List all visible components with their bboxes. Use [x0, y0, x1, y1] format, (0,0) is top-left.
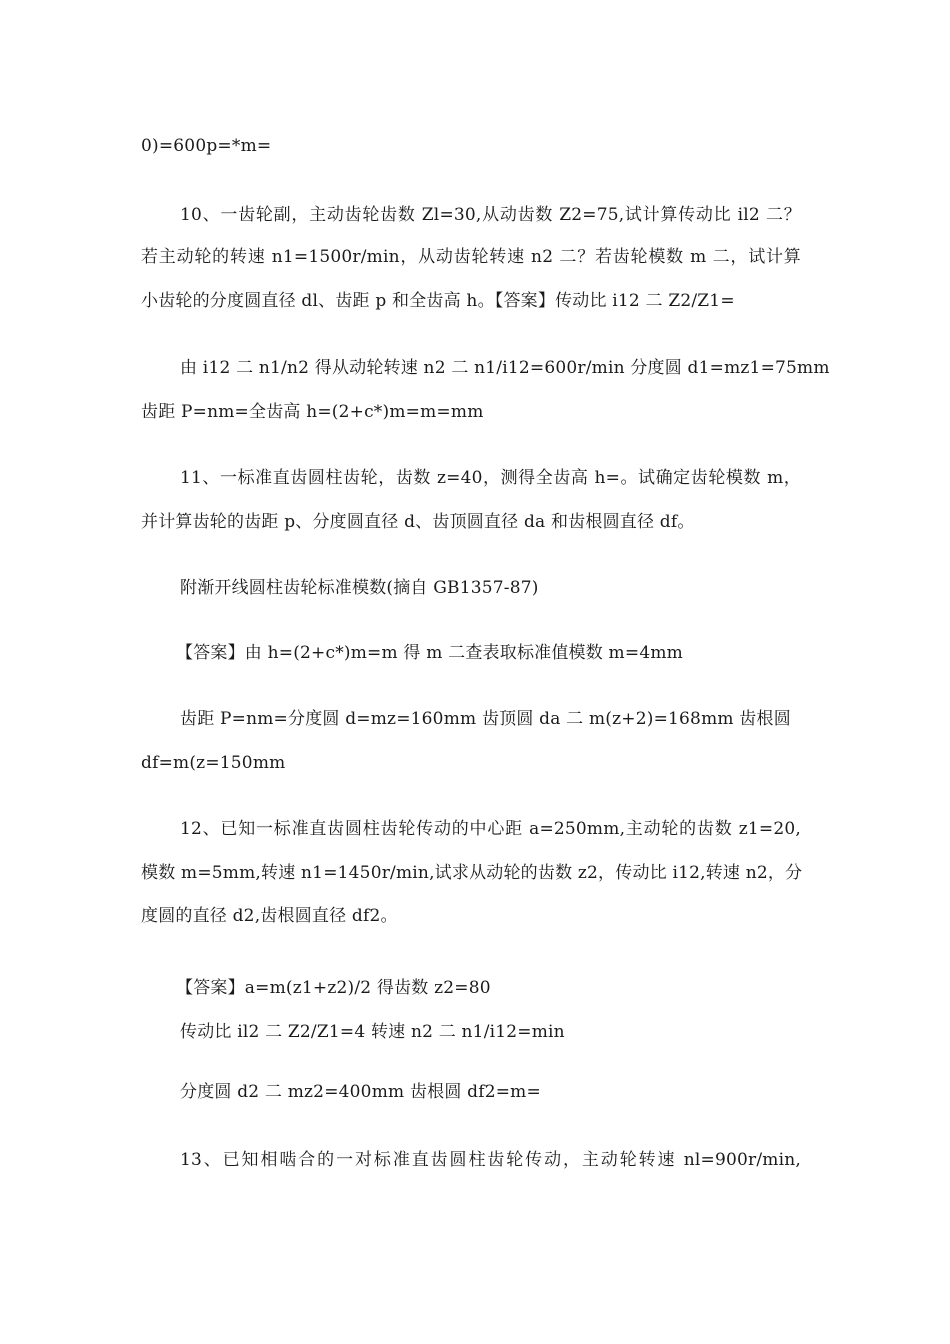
question-12-line-1: 12、已知一标准直齿圆柱齿轮传动的中心距 a=250mm,主动轮的齿数 z1=20,: [180, 819, 801, 839]
answer-10-line-1: 由 i12 二 n1/n2 得从动轮转速 n2 二 n1/i12=600r/min 分度圆 d1=mz1=75mm: [180, 358, 830, 378]
answer-12-line-3: 分度圆 d2 二 mz2=400mm 齿根圆 df2=m=: [180, 1082, 541, 1102]
question-12-line-3: 度圆的直径 d2,齿根圆直径 df2。: [141, 906, 398, 926]
question-10-line-3: 小齿轮的分度圆直径 dl、齿距 p 和全齿高 h。【答案】传动比 i12 二 Z2/Z1=: [141, 291, 735, 311]
question-13-line-1: 13、已知相啮合的一对标准直齿圆柱齿轮传动，主动轮转速 nl=900r/min,: [180, 1150, 801, 1170]
answer-11-line-1: 【答案】由 h=(2+c*)m=m 得 m 二查表取标准值模数 m=4mm: [176, 643, 683, 663]
appendix-note: 附渐开线圆柱齿轮标准模数(摘自 GB1357-87): [180, 578, 539, 598]
question-10-line-1: 10、一齿轮副，主动齿轮齿数 Zl=30,从动齿数 Z2=75,试计算传动比 il2 二？: [180, 205, 801, 225]
answer-12-line-2: 传动比 il2 二 Z2/Z1=4 转速 n2 二 n1/i12=min: [180, 1022, 565, 1042]
answer-12-line-1: 【答案】a=m(z1+z2)/2 得齿数 z2=80: [176, 978, 491, 998]
answer-11-line-3: df=m(z=150mm: [141, 753, 286, 773]
question-12-line-2: 模数 m=5mm,转速 n1=1450r/min,试求从动轮的齿数 z2，传动比 i12,转速 n2，分: [141, 863, 803, 883]
question-11-line-1: 11、一标准直齿圆柱齿轮，齿数 z=40，测得全齿高 h=。试确定齿轮模数 m，: [180, 468, 801, 488]
answer-10-line-2: 齿距 P=nm=全齿高 h=(2+c*)m=m=mm: [141, 402, 484, 422]
question-10-line-2: 若主动轮的转速 n1=1500r/min，从动齿轮转速 n2 二？若齿轮模数 m 二，试计算: [141, 247, 801, 267]
answer-11-line-2: 齿距 P=nm=分度圆 d=mz=160mm 齿顶圆 da 二 m(z+2)=168mm 齿根圆: [180, 709, 791, 729]
question-11-line-2: 并计算齿轮的齿距 p、分度圆直径 d、齿顶圆直径 da 和齿根圆直径 df。: [141, 512, 695, 532]
text-line: 0)=600p=*m=: [141, 136, 272, 156]
